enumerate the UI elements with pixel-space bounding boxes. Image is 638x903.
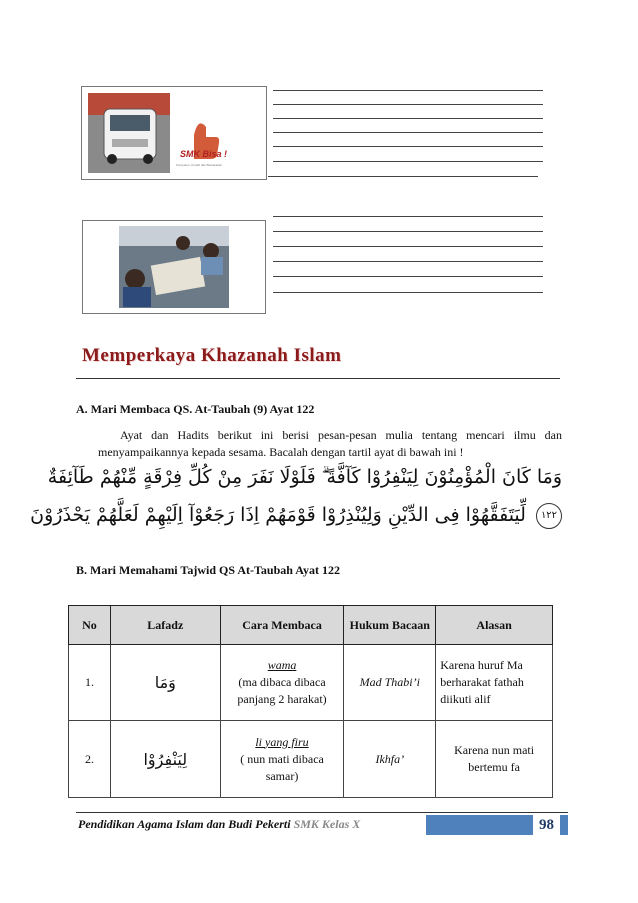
book-class: SMK Kelas X (293, 817, 361, 831)
cara-detail: (ma dibaca dibaca (238, 675, 326, 689)
cell-no: 2. (69, 721, 111, 798)
header-cara-membaca: Cara Membaca (220, 606, 344, 645)
cell-lafadz: لِيَنْفِرُوْا (110, 721, 220, 798)
answer-line[interactable] (273, 132, 543, 133)
section-a-heading: A. Mari Membaca QS. At-Taubah (9) Ayat 122 (76, 402, 315, 416)
table-row (69, 721, 553, 798)
alasan-line: bertemu fa (468, 760, 520, 774)
header-alasan: Alasan (436, 606, 553, 645)
answer-line[interactable] (268, 176, 538, 177)
header-lafadz: Lafadz (110, 606, 220, 645)
cell-alasan (436, 645, 553, 721)
alasan-line: diikuti alif (440, 692, 491, 706)
students-photo-illustration (83, 221, 265, 313)
cara-main: wama (267, 658, 297, 672)
answer-line[interactable] (273, 276, 543, 277)
cara-detail: ( nun mati dibaca (240, 751, 324, 766)
table-row (69, 645, 553, 721)
verse-line-2-text: لِّيَتَفَقَّهُوْا فِى الدِّيْنِ وَلِيُنْذِرُوْا قَوْمَهُمْ اِذَا رَجَعُوْآ اِلَيْهِمْ لَعَلَّهُمْ يَحْذَرُوْنَ (30, 504, 526, 526)
smk-bisa-logo-subtext: Kompeten, Kreatif dan Berkarakter (176, 163, 223, 167)
section-b-heading: B. Mari Memahami Tajwid QS At-Taubah Ayat 122 (76, 563, 341, 577)
title-divider (76, 378, 560, 379)
car-photo-illustration (82, 87, 266, 179)
answer-line[interactable] (273, 104, 543, 105)
alasan-line: berharakat fathah (440, 675, 524, 689)
answer-line[interactable] (273, 146, 543, 147)
cell-cara-membaca (220, 645, 344, 721)
answer-line[interactable] (273, 161, 543, 162)
smk-bisa-logo-text: SMK Bisa ! (180, 149, 228, 159)
photo-car-smk-bisa (81, 86, 267, 180)
page-footer (76, 812, 568, 835)
answer-line[interactable] (273, 261, 543, 262)
answer-line[interactable] (273, 118, 543, 119)
cell-hukum: Mad Thabi’i (344, 645, 436, 721)
page-number-bar (426, 815, 568, 835)
footer-book-title (78, 817, 360, 832)
cara-detail: panjang 2 harakat) (237, 692, 327, 706)
alasan-line: Karena nun mati (454, 743, 535, 757)
answer-line[interactable] (273, 231, 543, 232)
cara-detail: samar) (265, 768, 299, 783)
photo-students-studying (82, 220, 266, 314)
book-title: Pendidikan Agama Islam dan Budi Pekerti (78, 817, 291, 831)
cell-lafadz: وَمَا (110, 645, 220, 721)
verse-line-1: وَمَا كَانَ الْمُؤْمِنُوْنَ لِيَنْفِرُوْا كَآفَّةً ۗ فَلَوْلَا نَفَرَ مِنْ كُلِّ فِرْقَةٍ مِّنْهُمْ طَآئِفَةٌ (47, 466, 562, 488)
table-header-row (69, 606, 553, 645)
header-hukum-bacaan: Hukum Bacaan (344, 606, 436, 645)
verse-number: ١٢٢ (540, 509, 558, 521)
cell-hukum: Ikhfa’ (344, 721, 436, 798)
tajwid-table (68, 605, 553, 798)
section-a-paragraph: Ayat dan Hadits berikut ini berisi pesan-pesan mulia tentang mencari ilmu dan menyampaikannya kepada sesama. Bacalah dengan tartil ayat di bawah ini ! (98, 428, 562, 459)
cell-no: 1. (69, 645, 111, 721)
cell-alasan (436, 721, 553, 798)
answer-line[interactable] (273, 216, 543, 217)
answer-line[interactable] (273, 246, 543, 247)
answer-line[interactable] (273, 292, 543, 293)
quran-verse (30, 458, 562, 540)
answer-line[interactable] (273, 90, 543, 91)
page-number: 98 (533, 815, 560, 835)
cara-main: li yang firu (255, 734, 309, 749)
verse-line-2 (30, 496, 562, 534)
header-no: No (69, 606, 111, 645)
verse-number-marker (536, 503, 562, 529)
cell-cara-membaca (220, 721, 344, 798)
section-title: Memperkaya Khazanah Islam (82, 345, 342, 366)
alasan-line: Karena huruf Ma (440, 658, 523, 672)
